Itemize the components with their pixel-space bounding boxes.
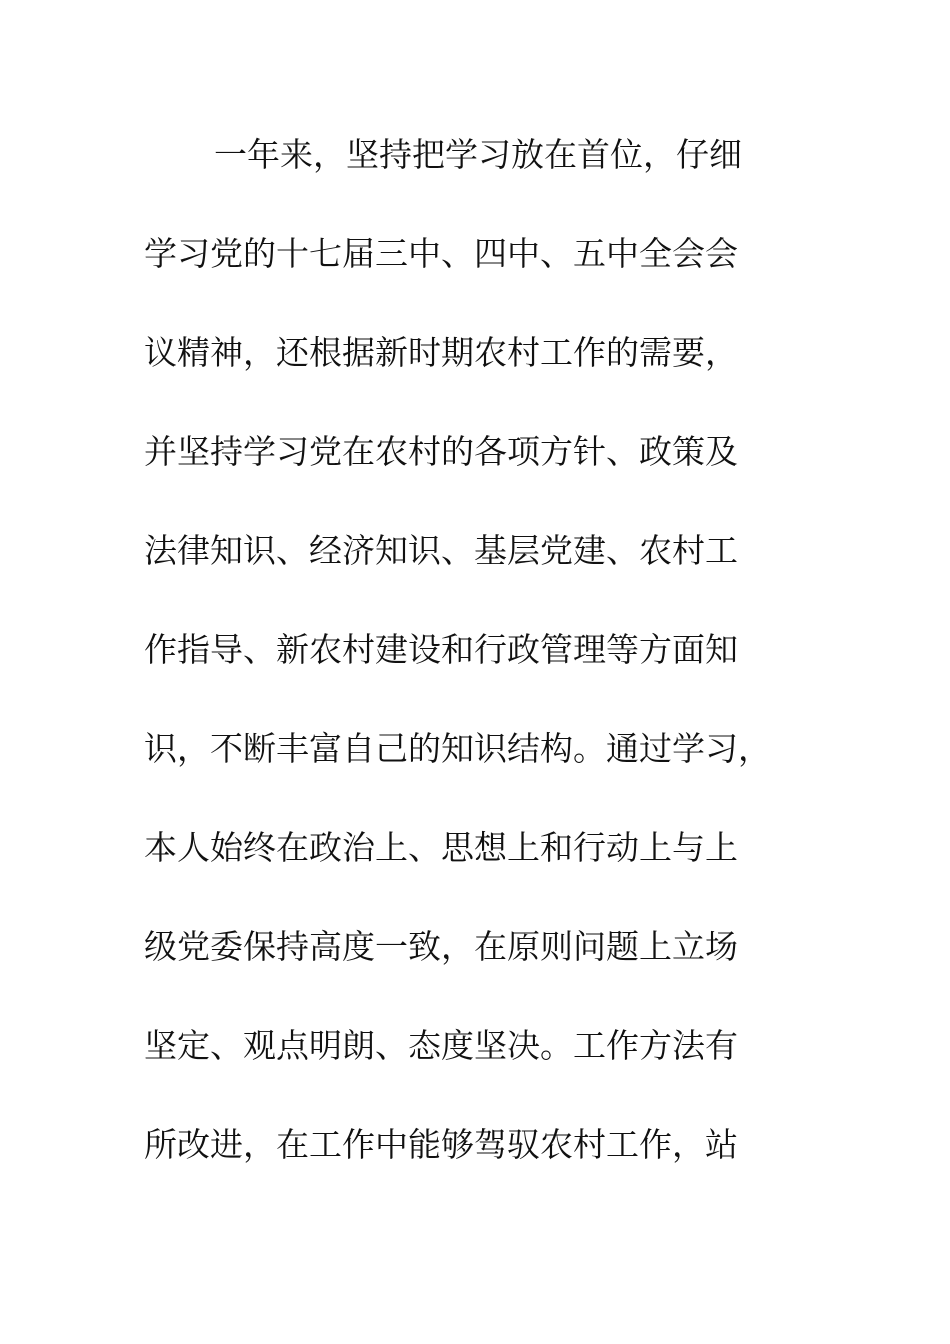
body-paragraph <box>144 120 834 1209</box>
text-line: 法律知识、经济知识、基层党建、农村工 <box>144 531 738 570</box>
text-line: 坚定、观点明朗、态度坚决。工作方法有 <box>144 1026 738 1065</box>
text-line: 识，不断丰富自己的知识结构。通过学习， <box>144 729 771 768</box>
text-line: 议精神，还根据新时期农村工作的需要， <box>144 333 738 372</box>
text-line: 本人始终在政治上、思想上和行动上与上 <box>144 828 738 867</box>
text-line: 作指导、新农村建设和行政管理等方面知 <box>144 630 738 669</box>
text-line: 学习党的十七届三中、四中、五中全会会 <box>144 234 738 273</box>
text-line: 级党委保持高度一致，在原则问题上立场 <box>144 927 738 966</box>
text-line: 所改进，在工作中能够驾驭农村工作，站 <box>144 1125 738 1164</box>
text-line: 一年来，坚持把学习放在首位，仔细 <box>214 135 742 174</box>
text-line: 并坚持学习党在农村的各项方针、政策及 <box>144 432 738 471</box>
